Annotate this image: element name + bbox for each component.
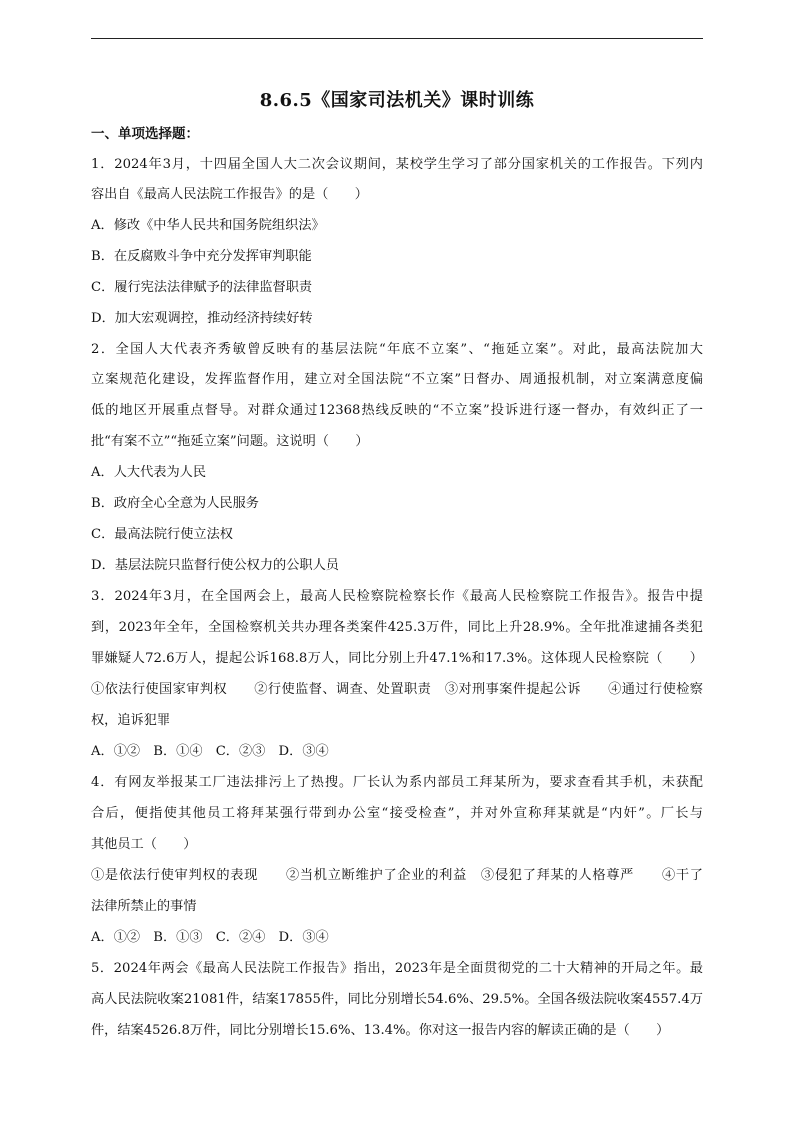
- question-4-choice-line-2: 法律所禁止的事情: [91, 899, 197, 914]
- question-2-stem-line-4: 批“有案不立”“拖延立案”问题。这说明（ ）: [91, 434, 369, 449]
- question-2-stem-line-2: 立案规范化建设，发挥监督作用，建立对全国法院“不立案”日督办、周通报机制，对立案满意度偏: [91, 372, 703, 387]
- question-2-stem-line-1: 2．全国人大代表齐秀敏曾反映有的基层法院“年底不立案”、“拖延立案”。对此，最高法院加大: [91, 342, 703, 357]
- question-3-stem-line-2: 到，2023年全年，全国检察机关共办理各类案件425.3万件，同比上升28.9%。全年批准逮捕各类犯: [91, 620, 703, 635]
- page-title: 8.6.5《国家司法机关》课时训练: [259, 90, 535, 111]
- question-2-option-b: B．政府全心全意为人民服务: [91, 496, 259, 511]
- question-3-choice-line-1: ①依法行使国家审判权 ②行使监督、调查、处置职责 ③对刑事案件提起公诉 ④通过行使检察: [91, 682, 703, 697]
- question-3-stem-line-3: 罪嫌疑人72.6万人，提起公诉168.8万人，同比分别上升47.1%和17.3%。这体现人民检察院（ ）: [91, 651, 703, 666]
- question-1-option-d: D．加大宏观调控，推动经济持续好转: [91, 311, 313, 326]
- question-4-choice-line-1: ①是依法行使审判权的表现 ②当机立断维护了企业的利益 ③侵犯了拜某的人格尊严 ④干了: [91, 868, 703, 883]
- question-2-option-d: D．基层法院只监督行使公权力的公职人员: [91, 558, 339, 573]
- question-2-option-c: C．最高法院行使立法权: [91, 527, 233, 542]
- question-1-option-a: A．修改《中华人民共和国务院组织法》: [91, 218, 325, 233]
- section-heading: 一、单项选择题：: [91, 126, 199, 142]
- question-4-stem-line-2: 合后，便指使其他员工将拜某强行带到办公室“接受检查”，并对外宣称拜某就是“内奸”。厂长与: [91, 806, 703, 821]
- question-3-stem-line-1: 3．2024年3月，在全国两会上，最高人民检察院检察长作《最高人民检察院工作报告》。报告中提: [91, 589, 703, 604]
- question-4-stem-line-3: 其他员工（ ）: [91, 837, 197, 852]
- question-4-options: A．①② B．①③ C．②④ D．③④: [91, 930, 329, 945]
- question-1-option-c: C．履行宪法法律赋予的法律监督职责: [91, 280, 313, 295]
- question-4-stem-line-1: 4．有网友举报某工厂违法排污上了热搜。厂长认为系内部员工拜某所为，要求查看其手机，未获配: [91, 775, 703, 790]
- question-3-choice-line-2: 权，追诉犯罪: [91, 713, 171, 728]
- question-1-stem-line-1: 1．2024年3月，十四届全国人大二次会议期间，某校学生学习了部分国家机关的工作报告。下列内: [91, 157, 703, 172]
- question-5-stem-line-3: 件，结案4526.8万件，同比分别增长15.6%、13.4%。你对这一报告内容的解读正确的是（ ）: [91, 1023, 670, 1038]
- question-2-option-a: A．人大代表为人民: [91, 465, 207, 480]
- question-5-stem-line-2: 高人民法院收案21081件，结案17855件，同比分别增长54.6%、29.5%。全国各级法院收案4557.4万: [91, 992, 703, 1007]
- question-1-stem-line-2: 容出自《最高人民法院工作报告》的是（ ）: [91, 187, 368, 202]
- header-rule: [91, 38, 703, 39]
- question-2-stem-line-3: 低的地区开展重点督导。对群众通过12368热线反映的“不立案”投诉进行逐一督办，有效纠正了一: [91, 403, 703, 418]
- question-3-options: A．①② B．①④ C．②③ D．③④: [91, 744, 329, 759]
- question-1-option-b: B．在反腐败斗争中充分发挥审判职能: [91, 249, 312, 264]
- question-5-stem-line-1: 5．2024年两会《最高人民法院工作报告》指出，2023年是全面贯彻党的二十大精神的开局之年。最: [91, 961, 703, 976]
